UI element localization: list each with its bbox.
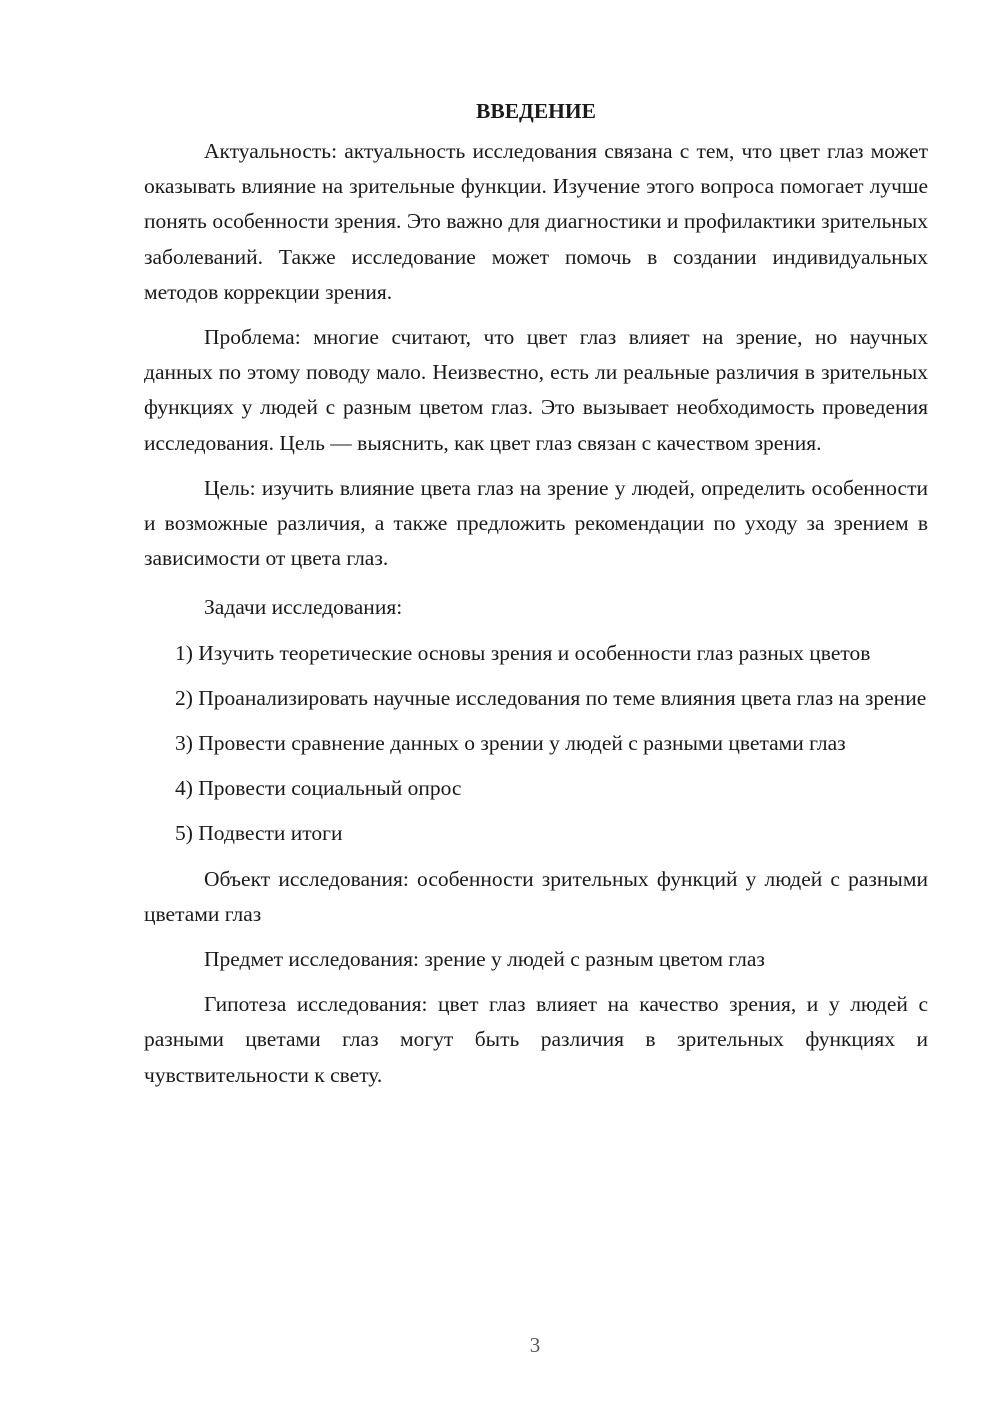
task-item-5: 5) Подвести итоги [175,821,343,846]
task-item-1: 1) Изучить теоретические основы зрения и особенности глаз разных цветов [175,640,871,665]
tasks-heading: Задачи исследования: [204,595,403,620]
problem-paragraph: Проблема: многие считают, что цвет глаз влияет на зрение, но научных данных по этому поводу мало. Неизвестно, есть ли реальные различия в зрительных функциях у людей с разным цветом глаз. Это вызывает необходимость проведения исследования. Цель — выяснить, как цвет глаз связан с качеством зрения. [144,325,928,455]
hypothesis-paragraph: Гипотеза исследования: цвет глаз влияет на качество зрения, и у людей с разными цветами глаз могут быть различия в зрительных функциях и чувствительности к свету. [144,992,928,1087]
task-item-3: 3) Провести сравнение данных о зрении у людей с разными цветами глаз [175,731,846,756]
task-item-4: 4) Провести социальный опрос [175,776,462,801]
page-number: 3 [529,1333,541,1357]
task-item-2: 2) Проанализировать научные исследования по теме влияния цвета глаз на зрение [175,685,927,710]
subject-paragraph: Предмет исследования: зрение у людей с разным цветом глаз [204,947,765,972]
relevance-paragraph: Актуальность: актуальность исследования связана с тем, что цвет глаз может оказывать влияние на зрительные функции. Изучение этого вопроса помогает лучше понять особенности зрения. Это важно для диагностики и профилактики зрительных заболеваний. Также исследование может помочь в создании индивидуальных методов коррекции зрения. [144,139,928,304]
document-page [144,96,928,1093]
section-title: ВВЕДЕНИЕ [476,99,596,123]
object-paragraph: Объект исследования: особенности зрительных функций у людей с разными цветами глаз [144,866,928,926]
goal-paragraph: Цель: изучить влияние цвета глаз на зрение у людей, определить особенности и возможные различия, а также предложить рекомендации по уходу за зрением в зависимости от цвета глаз. [144,475,928,571]
